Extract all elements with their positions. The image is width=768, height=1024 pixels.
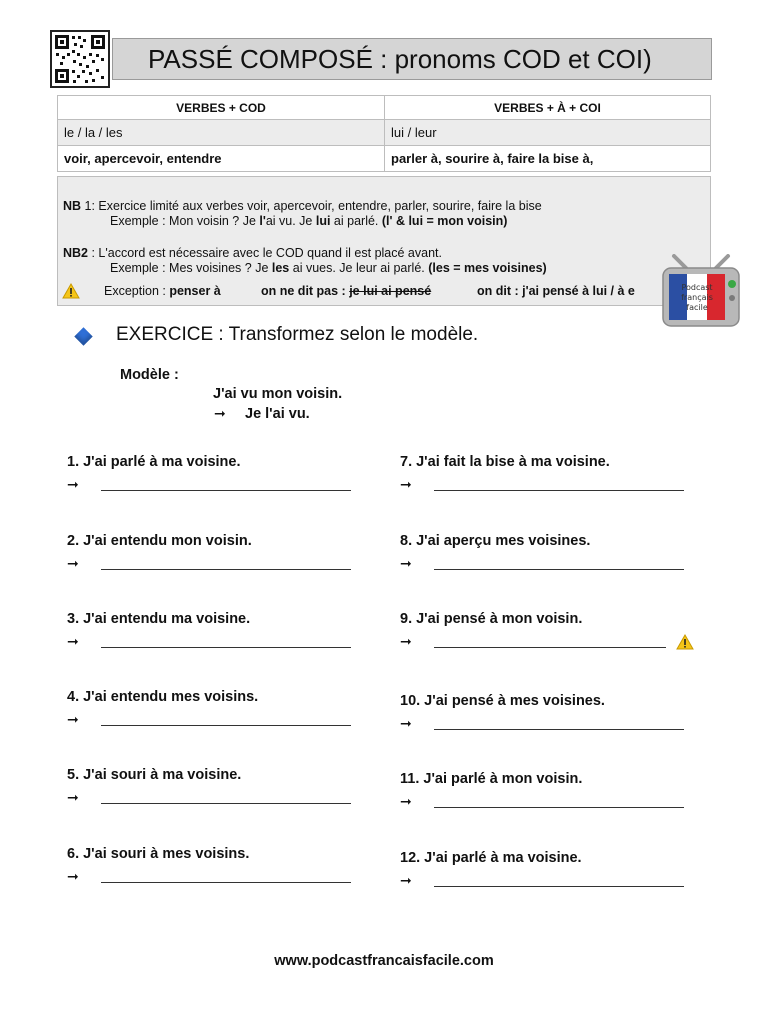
arrow-icon: ➞ [67, 868, 79, 884]
exercise-item-2 [67, 533, 351, 572]
exception-wrong-form: je lui ai pensé [349, 284, 432, 298]
question-text: 8. J'ai aperçu mes voisines. [400, 533, 591, 549]
exercise-item-5 [67, 767, 351, 806]
model-label: Modèle : [120, 367, 179, 383]
arrow-icon: ➞ [67, 711, 79, 727]
nb1-example-prefix: Exemple : Mon voisin ? Je [110, 214, 260, 228]
exception-prefix: Exception : [104, 284, 170, 298]
nb2-example-explanation: (les = mes voisines) [428, 261, 547, 275]
arrow-icon: ➞ [400, 872, 412, 888]
question-text: 10. J'ai pensé à mes voisines. [400, 693, 605, 709]
qr-code [50, 30, 110, 88]
answer-line[interactable] [434, 797, 684, 808]
exception-right-form: on dit : j'ai pensé à lui / à e [477, 284, 635, 298]
answer-line[interactable] [101, 715, 351, 726]
question-text: 11. J'ai parlé à mon voisin. [400, 771, 583, 787]
answer-line[interactable] [434, 719, 684, 730]
grammar-table [57, 95, 711, 172]
nb1-example [110, 214, 507, 228]
model-sentence: J'ai vu mon voisin. [213, 386, 343, 402]
arrow-icon: ➞ [400, 476, 412, 492]
question-text: 3. J'ai entendu ma voisine. [67, 611, 251, 627]
answer-line[interactable] [101, 559, 351, 570]
exercise-item-3 [67, 611, 351, 650]
podcast-logo [660, 254, 742, 328]
nb1-example-pronoun-l: l' [259, 214, 266, 228]
question-text: 4. J'ai entendu mes voisins. [67, 689, 259, 705]
footer-url[interactable]: www.podcastfrancaisfacile.com [274, 953, 494, 969]
arrow-icon: ➞ [214, 405, 226, 421]
answer-line[interactable] [101, 793, 351, 804]
question-text: 2. J'ai entendu mon voisin. [67, 533, 252, 549]
question-text: 12. J'ai parlé à ma voisine. [400, 850, 582, 866]
arrow-icon: ➞ [67, 476, 79, 492]
exercise-item-4 [67, 689, 351, 728]
question-text: 9. J'ai pensé à mon voisin. [400, 611, 583, 627]
nb1-text: 1: Exercice limité aux verbes voir, apercevoir, entendre, parler, sourire, faire la bise [81, 199, 542, 213]
table-header-coi: VERBES + À + COI [385, 96, 711, 120]
answer-line[interactable] [434, 480, 684, 491]
page-title: PASSÉ COMPOSÉ : pronoms COD et COI) [148, 44, 652, 74]
question-text: 5. J'ai souri à ma voisine. [67, 767, 242, 783]
exception-line [104, 284, 221, 298]
exception-wrong [261, 284, 431, 298]
logo-text-1: Podcast [681, 283, 713, 292]
exercise-item-8 [400, 533, 684, 572]
nb2-label: NB2 [63, 246, 89, 260]
answer-line[interactable] [101, 872, 351, 883]
arrow-icon: ➞ [400, 555, 412, 571]
answer-line[interactable] [434, 559, 684, 570]
answer-line[interactable] [434, 876, 684, 887]
model-answer-row [214, 405, 310, 422]
nb2-example [110, 261, 547, 275]
exercise-item-12 [400, 850, 684, 889]
exercise-item-9 [400, 611, 694, 650]
nb2-example-mid1: ai vues. Je leur ai parlé. [289, 261, 429, 275]
exercise-item-10 [400, 693, 684, 732]
answer-line[interactable] [101, 480, 351, 491]
nb1-label: NB [63, 199, 82, 213]
question-text: 7. J'ai fait la bise à ma voisine. [400, 454, 610, 470]
answer-line[interactable] [101, 637, 351, 648]
exercise-item-6 [67, 846, 351, 885]
arrow-icon: ➞ [400, 715, 412, 731]
nb2-example-pronoun-les: les [271, 261, 290, 275]
exercise-item-7 [400, 454, 684, 493]
arrow-icon: ➞ [67, 633, 79, 649]
logo-text-2: français [681, 293, 713, 302]
nb1-line [63, 199, 542, 213]
arrow-icon: ➞ [400, 633, 412, 649]
cod-verbs: voir, apercevoir, entendre [58, 146, 385, 172]
warning-icon [62, 283, 80, 304]
nb1-example-mid1: ai vu. Je [265, 214, 316, 228]
coi-pronouns: lui / leur [385, 120, 711, 146]
coi-verbs: parler à, sourire à, faire la bise à, [385, 146, 711, 172]
logo-text-3: facile [686, 303, 708, 312]
exception-verb: penser à [169, 284, 221, 298]
diamond-bullet-icon [74, 327, 92, 345]
cod-pronouns: le / la / les [58, 120, 385, 146]
exercise-title: EXERCICE : Transformez selon le modèle. [116, 324, 479, 345]
arrow-icon: ➞ [67, 789, 79, 805]
nb2-text: : L'accord est nécessaire avec le COD quand il est placé avant. [88, 246, 442, 260]
question-text: 6. J'ai souri à mes voisins. [67, 846, 250, 862]
nb1-example-explanation: (l' & lui = mon voisin) [381, 214, 508, 228]
exercise-item-11 [400, 771, 684, 810]
nb1-example-mid2: ai parlé. [330, 214, 382, 228]
exception-wrong-label: on ne dit pas : [261, 284, 350, 298]
question-text: 1. J'ai parlé à ma voisine. [67, 454, 241, 470]
table-header-cod: VERBES + COD [58, 96, 385, 120]
exercise-item-1 [67, 454, 351, 493]
nb2-example-prefix: Exemple : Mes voisines ? Je [110, 261, 272, 275]
arrow-icon: ➞ [67, 555, 79, 571]
warning-icon [676, 634, 694, 650]
answer-line[interactable] [434, 637, 666, 648]
arrow-icon: ➞ [400, 793, 412, 809]
nb1-example-pronoun-lui: lui [315, 214, 331, 228]
nb2-line [63, 246, 442, 260]
exception-right [477, 284, 635, 298]
model-answer: Je l'ai vu. [245, 406, 310, 422]
